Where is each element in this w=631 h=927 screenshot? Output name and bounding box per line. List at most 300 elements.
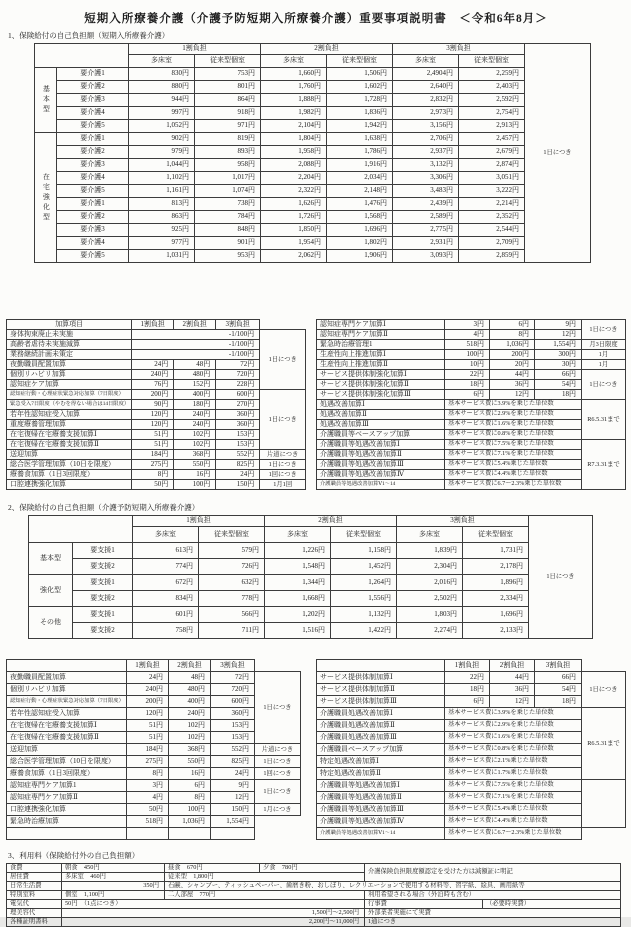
- unit-cell: 1月1回: [260, 480, 306, 490]
- header-cell: [35, 44, 129, 68]
- value-cell: [260, 320, 306, 330]
- row-label-cell: 処遇改善加算Ⅱ: [317, 410, 445, 420]
- value-cell: 2,403円: [459, 81, 525, 94]
- row-label-cell: 送迎加算: [7, 450, 132, 460]
- value-cell: 2,322円: [261, 185, 327, 198]
- value-cell: 550円: [174, 460, 216, 470]
- value-cell: 270円: [216, 400, 260, 410]
- value-cell: 184円: [132, 450, 174, 460]
- value-cell: 2,352円: [459, 211, 525, 224]
- value-cell: 2,062円: [261, 250, 327, 263]
- value-cell: 要支援2: [73, 591, 133, 607]
- value-cell: 778円: [199, 591, 265, 607]
- row-label-cell: 介護職員等処遇改善加算Ⅰ: [317, 780, 445, 792]
- value-cell: 18円: [535, 696, 582, 708]
- unit-cell: 1日につき: [525, 44, 591, 263]
- value-cell: 8円: [132, 470, 174, 480]
- row-label-cell: 送迎加算: [7, 744, 127, 756]
- value-cell: 480円: [174, 370, 216, 380]
- value-cell: 18円: [535, 390, 582, 400]
- value-cell: 3円: [445, 320, 490, 330]
- row-label-cell: 食費: [7, 864, 62, 873]
- header-cell: 1割負担: [129, 44, 261, 55]
- value-cell: 1,982円: [261, 107, 327, 120]
- value-cell: 要介護3: [57, 159, 129, 172]
- value-cell: 2,913円: [459, 120, 525, 133]
- value-cell: 1,500円～2,500円: [62, 909, 365, 918]
- table-row: [317, 440, 626, 450]
- value-cell: 200円: [490, 350, 535, 360]
- table-row: [7, 756, 301, 768]
- value-cell: 2,457円: [459, 133, 525, 146]
- header-cell: 1割負担: [445, 660, 490, 672]
- value-cell: 2,334円: [463, 591, 529, 607]
- value-cell: 2,679円: [459, 146, 525, 159]
- value-cell: 1,786円: [327, 146, 393, 159]
- value-cell: 2,937円: [393, 146, 459, 159]
- value-cell: 8円: [169, 792, 211, 804]
- value-cell: 1,668円: [265, 591, 331, 607]
- value-cell: 48円: [169, 672, 211, 684]
- value-cell: 720円: [211, 684, 255, 696]
- value-cell: -1/100円: [132, 330, 260, 340]
- value-cell: -1/100円: [132, 350, 260, 360]
- value-cell: 958円: [195, 159, 261, 172]
- value-cell: 518円: [127, 816, 169, 828]
- value-cell: 100円: [169, 804, 211, 816]
- value-cell: 901円: [195, 237, 261, 250]
- table-row: [35, 198, 591, 211]
- value-cell: 強化型: [29, 575, 73, 607]
- value-cell: その他: [29, 607, 73, 639]
- table-row: [7, 891, 621, 900]
- value-cell: 834円: [133, 591, 199, 607]
- value-cell: 2,104円: [261, 120, 327, 133]
- table-row: [317, 480, 626, 490]
- value-cell: 1,731円: [463, 543, 529, 559]
- unit-cell: 1回につき: [260, 470, 306, 480]
- value-cell: 90円: [132, 400, 174, 410]
- value-cell: 2,709円: [459, 237, 525, 250]
- value-cell: 12円: [211, 792, 255, 804]
- table-row: [29, 607, 593, 623]
- row-label-cell: 介護職員処遇改善加算Ⅲ: [317, 732, 445, 744]
- value-cell: 1,626円: [261, 198, 327, 211]
- header-cell: 2割負担: [490, 660, 535, 672]
- value-cell: [255, 660, 301, 672]
- value-cell: 16円: [169, 768, 211, 780]
- unit-cell: 片道につき: [255, 744, 301, 756]
- addon-tables-row: [6, 319, 626, 490]
- table-row: [317, 828, 626, 840]
- value-cell: 36円: [490, 380, 535, 390]
- value-cell: 480円: [169, 684, 211, 696]
- table-row: [317, 768, 626, 780]
- row-label-cell: 緊急受入7日限度（やむを得ない場合は14日限度）: [7, 400, 132, 410]
- table-row: [35, 250, 591, 263]
- row-label-cell: 処遇改善加算Ⅲ: [317, 420, 445, 430]
- table-row: [317, 370, 626, 380]
- value-cell: 要介護1: [57, 133, 129, 146]
- value-cell: 1,036円: [169, 816, 211, 828]
- row-label-cell: 個別リハビリ加算: [7, 370, 132, 380]
- row-label-cell: サービス提供体制強化加算Ⅱ: [317, 380, 445, 390]
- value-cell: 要介護2: [57, 211, 129, 224]
- row-label-cell: 総合医学管理加算（10日を限度）: [7, 756, 127, 768]
- value-cell: 2,544円: [459, 224, 525, 237]
- value-cell: 基本サービス費に6.7～2.3%乗じた単位数: [445, 480, 582, 490]
- table-row: [35, 94, 591, 107]
- header-cell: 2割負担: [265, 516, 397, 527]
- value-cell: 1,836円: [327, 107, 393, 120]
- value-cell: 368円: [174, 450, 216, 460]
- value-cell: 要支援1: [73, 543, 133, 559]
- table-row: [35, 224, 591, 237]
- table-row: [29, 516, 593, 527]
- value-cell: 228円: [216, 380, 260, 390]
- table-row: [7, 330, 306, 340]
- value-cell: 672円: [133, 575, 199, 591]
- value-cell: 2,706円: [393, 133, 459, 146]
- row-label-cell: 二人部屋 770円: [165, 891, 365, 900]
- value-cell: 360円: [211, 708, 255, 720]
- value-cell: 要支援1: [73, 575, 133, 591]
- value-cell: 552円: [216, 450, 260, 460]
- value-cell: -1/100円: [132, 340, 260, 350]
- value-cell: 1,760円: [261, 81, 327, 94]
- value-cell: 1,344円: [265, 575, 331, 591]
- table-row: [7, 450, 306, 460]
- value-cell: 1,506円: [327, 68, 393, 81]
- header-cell: 多床室: [261, 55, 327, 68]
- value-cell: 601円: [133, 607, 199, 623]
- value-cell: 24円: [132, 360, 174, 370]
- row-label-cell: 療養食加算（1日3回限度）: [7, 768, 127, 780]
- value-cell: 120円: [132, 420, 174, 430]
- header-cell: 3割負担: [216, 320, 260, 330]
- value-cell: 1,548円: [265, 559, 331, 575]
- row-label-cell: 石鹸、シャンプー、ティッシュペーパー、歯磨き粉、おしぼり、レクリエーションで使用する材料等、習字紙、絵具、画用紙等: [165, 882, 621, 891]
- value-cell: 120円: [132, 410, 174, 420]
- value-cell: 1,036円: [490, 340, 535, 350]
- value-cell: 基本サービス費に1.6%を乗じた単位数: [445, 420, 582, 430]
- row-label-cell: 朝食 450円: [62, 864, 165, 873]
- header-cell: 3割負担: [397, 516, 529, 527]
- table-row: [29, 575, 593, 591]
- table-row: [317, 320, 626, 330]
- row-label-cell: 介護職員等処遇改善加算Ⅰ: [317, 440, 445, 450]
- value-cell: 100円: [174, 480, 216, 490]
- table-row: [317, 744, 626, 756]
- header-cell: 1割負担: [132, 320, 174, 330]
- value-cell: 400円: [174, 390, 216, 400]
- table-row: [317, 684, 626, 696]
- value-cell: 54円: [535, 684, 582, 696]
- value-cell: 579円: [199, 543, 265, 559]
- value-cell: 1,916円: [327, 159, 393, 172]
- value-cell: 2,304円: [397, 559, 463, 575]
- value-cell: 360円: [216, 410, 260, 420]
- value-cell: 6円: [169, 780, 211, 792]
- row-label-cell: 介護保険負担限度額認定を受けた方は減額証に明記: [365, 864, 621, 882]
- value-cell: 要介護2: [57, 146, 129, 159]
- table-row: [7, 660, 301, 672]
- row-label-cell: 行事費: [365, 900, 483, 909]
- value-cell: 1,602円: [327, 81, 393, 94]
- value-cell: 1,044円: [129, 159, 195, 172]
- row-label-cell: 介護職員等処遇改善加算Ⅲ: [317, 460, 445, 470]
- row-label-cell: 在宅復帰在宅療養支援加算Ⅰ: [7, 430, 132, 440]
- row-label-cell: 特別室料: [7, 891, 62, 900]
- value-cell: 2,178円: [463, 559, 529, 575]
- unit-cell: 1日につき: [529, 516, 593, 639]
- value-cell: 1,476円: [327, 198, 393, 211]
- row-label-cell: 介護職員等処遇改善加算Ⅳ: [317, 816, 445, 828]
- value-cell: 819円: [195, 133, 261, 146]
- table-row: [35, 172, 591, 185]
- value-cell: 72円: [211, 672, 255, 684]
- value-cell: 1,804円: [261, 133, 327, 146]
- value-cell: 758円: [133, 623, 199, 639]
- value-cell: 6円: [445, 696, 490, 708]
- value-cell: 44円: [490, 672, 535, 684]
- table-row: [7, 744, 301, 756]
- value-cell: 基本サービス費に0.8%を乗じた単位数: [445, 430, 582, 440]
- unit-cell: R7.3.31まで: [582, 440, 626, 490]
- value-cell: 48円: [174, 360, 216, 370]
- value-cell: 基本サービス費に5.4%乗じた単位数: [445, 804, 582, 816]
- row-label-cell: サービス提供体制強化加算Ⅲ: [317, 390, 445, 400]
- value-cell: 153円: [211, 720, 255, 732]
- value-cell: 3,222円: [459, 185, 525, 198]
- value-cell: 848円: [195, 224, 261, 237]
- unit-cell: 1日につき: [255, 780, 301, 804]
- value-cell: 2,589円: [393, 211, 459, 224]
- value-cell: 1,158円: [331, 543, 397, 559]
- table-row: [317, 756, 626, 768]
- value-cell: 基本サービス費に6.7～2.3%乗じた単位数: [445, 828, 582, 840]
- value-cell: [255, 816, 301, 828]
- unit-cell: 1日につき: [582, 370, 626, 400]
- value-cell: 102円: [174, 430, 216, 440]
- unit-cell: [582, 780, 626, 828]
- value-cell: 2,259円: [459, 68, 525, 81]
- value-cell: 要介護1: [57, 68, 129, 81]
- row-label-cell: 電気代: [7, 900, 62, 909]
- value-cell: 863円: [129, 211, 195, 224]
- value-cell: 2,274円: [397, 623, 463, 639]
- value-cell: 550円: [169, 756, 211, 768]
- value-cell: 要介護2: [57, 81, 129, 94]
- row-label-cell: 介護職員等処遇改善加算Ⅴ1～14: [317, 480, 445, 490]
- table-row: [7, 480, 306, 490]
- table-row: [35, 133, 591, 146]
- value-cell: 3円: [127, 780, 169, 792]
- value-cell: 1,422円: [331, 623, 397, 639]
- value-cell: 153円: [216, 440, 260, 450]
- value-cell: 925円: [129, 224, 195, 237]
- addon-fee-table-left: [6, 319, 306, 490]
- value-cell: 200円: [127, 696, 169, 708]
- row-label-cell: 認知症行動・心理症状緊急対応加算（7日限度）: [7, 390, 132, 400]
- value-cell: 102円: [174, 440, 216, 450]
- header-cell: 2割負担: [174, 320, 216, 330]
- value-cell: 12円: [490, 390, 535, 400]
- value-cell: 102円: [169, 732, 211, 744]
- row-label-cell: 日常生活費: [7, 882, 62, 891]
- table-row: [35, 44, 591, 55]
- group-label-cell: 基本型: [35, 68, 57, 133]
- row-label-cell: 介護職員処遇改善加算Ⅰ: [317, 708, 445, 720]
- unit-cell: 1月: [582, 360, 626, 370]
- header-cell: [317, 660, 445, 672]
- row-label-cell: （必要時実費）: [483, 900, 621, 909]
- value-cell: 3,483円: [393, 185, 459, 198]
- value-cell: 1,568円: [327, 211, 393, 224]
- row-label-cell: 介護職員等ベースアップ加算: [317, 430, 445, 440]
- value-cell: 275円: [127, 756, 169, 768]
- unit-cell: 1日につき: [260, 330, 306, 390]
- value-cell: 1,696円: [463, 607, 529, 623]
- section-1-heading: 1、保険給付の自己負担額（短期入所療養介護）: [8, 31, 170, 40]
- value-cell: 44円: [490, 370, 535, 380]
- value-cell: 1,556円: [331, 591, 397, 607]
- value-cell: 1,102円: [129, 172, 195, 185]
- header-cell: [7, 660, 127, 672]
- value-cell: 240円: [169, 708, 211, 720]
- value-cell: 1,803円: [397, 607, 463, 623]
- value-cell: 24円: [211, 768, 255, 780]
- value-cell: 66円: [535, 672, 582, 684]
- value-cell: 要介護4: [57, 107, 129, 120]
- value-cell: 726円: [199, 559, 265, 575]
- value-cell: 979円: [129, 146, 195, 159]
- row-label-cell: 重度療養管理加算: [7, 420, 132, 430]
- value-cell: 2,832円: [393, 94, 459, 107]
- value-cell: 1,896円: [463, 575, 529, 591]
- header-cell: [29, 516, 133, 543]
- unit-cell: 1回につき: [255, 768, 301, 780]
- value-cell: 18円: [445, 380, 490, 390]
- value-cell: 2,439円: [393, 198, 459, 211]
- value-cell: 要介護5: [57, 185, 129, 198]
- value-cell: 2,133円: [463, 623, 529, 639]
- value-cell: 18円: [445, 684, 490, 696]
- table-row: [35, 185, 591, 198]
- value-cell: 102円: [169, 720, 211, 732]
- table-row: [317, 350, 626, 360]
- value-cell: 20円: [490, 360, 535, 370]
- value-cell: 275円: [132, 460, 174, 470]
- value-cell: 要支援2: [73, 559, 133, 575]
- row-label-cell: 居住費: [7, 873, 62, 882]
- row-label-cell: 個別リハビリ加算: [7, 684, 127, 696]
- row-label-cell: サービス提供体制加算Ⅲ: [317, 696, 445, 708]
- header-cell: 従来型個室: [463, 527, 529, 543]
- value-cell: 基本型: [29, 543, 73, 575]
- unit-cell: 月3日限度: [582, 340, 626, 350]
- row-label-cell: 在宅復帰在宅療養支援加算Ⅰ: [7, 720, 127, 732]
- value-cell: 2,859円: [459, 250, 525, 263]
- document-title: 短期入所療養介護（介護予防短期入所療養介護）重要事項説明書 ＜令和6年8月＞: [84, 13, 548, 25]
- value-cell: 1,850円: [261, 224, 327, 237]
- row-label-cell: 若年性認知症受入加算: [7, 708, 127, 720]
- value-cell: 1,452円: [331, 559, 397, 575]
- value-cell: 566円: [199, 607, 265, 623]
- table-row: [35, 107, 591, 120]
- value-cell: 813円: [129, 198, 195, 211]
- value-cell: 1,638円: [327, 133, 393, 146]
- row-label-cell: サービス提供体制加算Ⅱ: [317, 684, 445, 696]
- value-cell: [169, 828, 211, 840]
- value-cell: 要介護1: [57, 198, 129, 211]
- value-cell: 24円: [127, 672, 169, 684]
- value-cell: 6円: [490, 320, 535, 330]
- value-cell: 22円: [445, 370, 490, 380]
- row-label-cell: 介護職員ベースアップ加算: [317, 744, 445, 756]
- value-cell: 2,148円: [327, 185, 393, 198]
- table-row: [35, 146, 591, 159]
- table-row: [7, 320, 306, 330]
- value-cell: 1,696円: [327, 224, 393, 237]
- value-cell: 1,660円: [261, 68, 327, 81]
- row-label-cell: 介護職員等処遇改善加算Ⅲ: [317, 804, 445, 816]
- value-cell: 240円: [127, 684, 169, 696]
- value-cell: 3,093円: [393, 250, 459, 263]
- value-cell: [211, 828, 255, 840]
- value-cell: 1,052円: [129, 120, 195, 133]
- value-cell: 600円: [211, 696, 255, 708]
- value-cell: 1,958円: [261, 146, 327, 159]
- table-row: [7, 864, 621, 873]
- value-cell: 54円: [535, 380, 582, 390]
- row-label-cell: 理美容代: [7, 909, 62, 918]
- value-cell: 552円: [211, 744, 255, 756]
- table-row: [29, 543, 593, 559]
- value-cell: 基本サービス費に4.4%乗じた単位数: [445, 816, 582, 828]
- unit-cell: 1日につき: [260, 390, 306, 450]
- table-row: [7, 804, 301, 816]
- row-label-cell: 個室 1,100円: [62, 891, 165, 900]
- value-cell: 51円: [127, 720, 169, 732]
- row-label-cell: 緊急時治療加算: [7, 816, 127, 828]
- value-cell: 1,728円: [327, 94, 393, 107]
- table-row: [7, 882, 621, 891]
- table-row: [317, 340, 626, 350]
- table-row: [317, 410, 626, 420]
- value-cell: 864円: [195, 94, 261, 107]
- value-cell: 4円: [127, 792, 169, 804]
- unit-cell: R6.5.31まで: [582, 708, 626, 780]
- value-cell: 350円: [62, 882, 165, 891]
- section-2-heading: 2、保険給付の自己負担額（介護予防短期入所療養介護）: [8, 503, 200, 512]
- value-cell: [582, 660, 626, 672]
- header-cell: 1割負担: [133, 516, 265, 527]
- value-cell: 825円: [216, 460, 260, 470]
- value-cell: 120円: [127, 708, 169, 720]
- value-cell: 1,554円: [535, 340, 582, 350]
- table-row: [317, 816, 626, 828]
- row-label-cell: 認知症ケア加算: [7, 380, 132, 390]
- value-cell: 153円: [216, 430, 260, 440]
- table-row: [35, 120, 591, 133]
- row-label-cell: 生産性向上推進加算Ⅱ: [317, 360, 445, 370]
- preventive-addon-table-left: [6, 659, 301, 840]
- value-cell: 774円: [133, 559, 199, 575]
- value-cell: 1,516円: [265, 623, 331, 639]
- table-row: [317, 720, 626, 732]
- value-cell: 基本サービス費に2.1%乗じた単位数: [445, 756, 582, 768]
